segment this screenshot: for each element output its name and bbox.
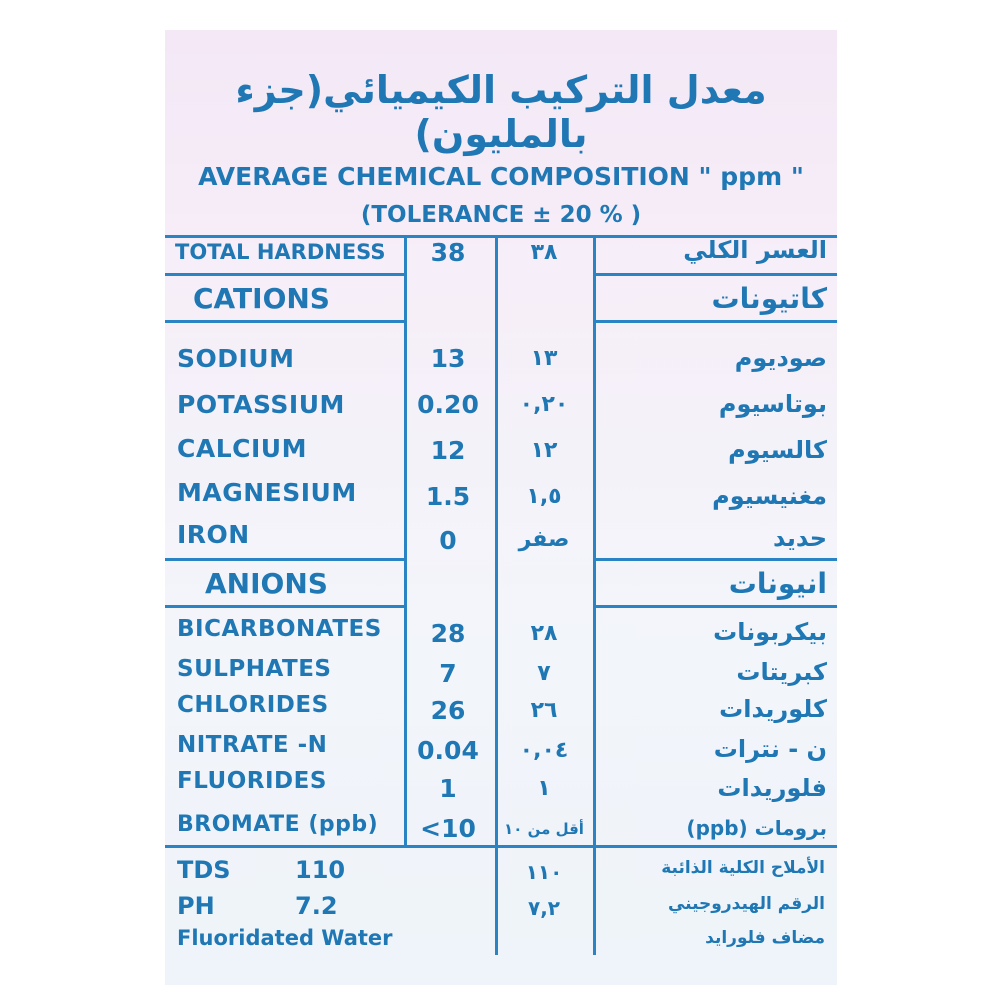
anions-heading: ANIONS [205, 567, 328, 600]
anion-name: NITRATE -N [177, 732, 328, 758]
anion-value-ar: ٠,٠٤ [519, 738, 569, 763]
ph-value: 7.2 [295, 892, 338, 920]
anion-value: <10 [420, 814, 476, 843]
anion-value: 7 [439, 659, 457, 688]
ph-value-ar: ٧,٢ [527, 896, 560, 920]
anions-heading-ar: انيونات [728, 567, 827, 600]
ph-label-ar: الرقم الهيدروجيني [667, 894, 825, 914]
cation-value: 0 [439, 526, 457, 555]
divider [165, 558, 404, 561]
tds-label-ar: الأملاح الكلية الذائبة [661, 858, 825, 878]
anion-value-ar: ١ [537, 776, 551, 801]
ph-label: PH [177, 892, 215, 920]
cation-value-ar: صفر [518, 527, 570, 552]
anion-value-ar: ٢٦ [530, 698, 558, 723]
anion-name: BROMATE (ppb) [177, 812, 379, 837]
cations-heading-ar: كاتيونات [711, 282, 827, 315]
column-divider [593, 235, 596, 847]
fluoridated-note: Fluoridated Water [177, 926, 393, 950]
anion-name: CHLORIDES [177, 692, 329, 718]
cation-name-ar: كالسيوم [728, 436, 827, 464]
table-bottom-border [165, 845, 837, 848]
tds-value-ar: ١١٠ [525, 860, 563, 884]
cation-name-ar: مغنيسيوم [712, 482, 827, 510]
cation-value-ar: ١٢ [530, 438, 558, 463]
total-hardness-label: TOTAL HARDNESS [175, 240, 386, 264]
cation-name: CALCIUM [177, 434, 307, 463]
tolerance-note: (TOLERANCE ± 20 % ) [360, 202, 642, 228]
cation-name-ar: صوديوم [734, 344, 827, 372]
anion-name-ar: كلوريدات [719, 695, 827, 723]
divider [593, 273, 837, 276]
anion-name: FLUORIDES [177, 768, 327, 794]
anion-name: BICARBONATES [177, 616, 382, 642]
cation-name-ar: بوتاسيوم [718, 390, 827, 418]
anion-name-ar: فلوريدات [717, 774, 827, 802]
nutrition-label [165, 30, 837, 985]
anion-name-ar: بيكربونات [713, 618, 827, 646]
cation-value-ar: ١٣ [530, 346, 558, 371]
divider [593, 320, 837, 323]
anion-name: SULPHATES [177, 656, 332, 682]
title-english: AVERAGE CHEMICAL COMPOSITION " ppm " [198, 162, 804, 191]
anion-value: 0.04 [417, 736, 479, 765]
divider [165, 273, 404, 276]
tds-label: TDS [177, 856, 231, 884]
anion-value-ar: ٢٨ [530, 621, 558, 646]
anion-name-ar: ن - نترات [713, 735, 827, 763]
anion-name-ar: كبريتات [736, 658, 827, 686]
cation-value: 1.5 [425, 482, 471, 511]
footer-divider [593, 845, 596, 955]
tds-value: 110 [295, 856, 346, 884]
fluoridated-note-ar: مضاف فلورايد [705, 928, 825, 948]
cation-value: 0.20 [417, 390, 479, 419]
total-hardness-label-ar: العسر الكلي [683, 236, 827, 264]
divider [593, 558, 837, 561]
cation-value: 12 [430, 436, 466, 465]
cation-name-ar: حديد [772, 524, 827, 552]
cation-value-ar: ٠,٢٠ [519, 392, 569, 417]
total-hardness-value: 38 [430, 238, 466, 267]
total-hardness-value-ar: ٣٨ [530, 240, 558, 265]
anion-name-ar: برومات (ppb) [686, 816, 827, 840]
cation-name: IRON [177, 520, 250, 549]
title-arabic: معدل التركيب الكيميائي(جزء بالمليون) [235, 68, 767, 156]
anion-value: 28 [430, 619, 466, 648]
column-divider [404, 235, 407, 847]
divider [593, 605, 837, 608]
cation-name: SODIUM [177, 344, 295, 373]
anion-value-ar: ٧ [537, 661, 551, 686]
divider [165, 605, 404, 608]
cation-value: 13 [430, 344, 466, 373]
divider [165, 320, 404, 323]
cation-name: MAGNESIUM [177, 478, 357, 507]
cation-name: POTASSIUM [177, 390, 345, 419]
anion-value-ar: أقل من ١٠ [504, 820, 584, 838]
anion-value: 26 [430, 696, 466, 725]
anion-value: 1 [439, 774, 457, 803]
cation-value-ar: ١,٥ [526, 484, 562, 509]
cations-heading: CATIONS [193, 282, 330, 315]
